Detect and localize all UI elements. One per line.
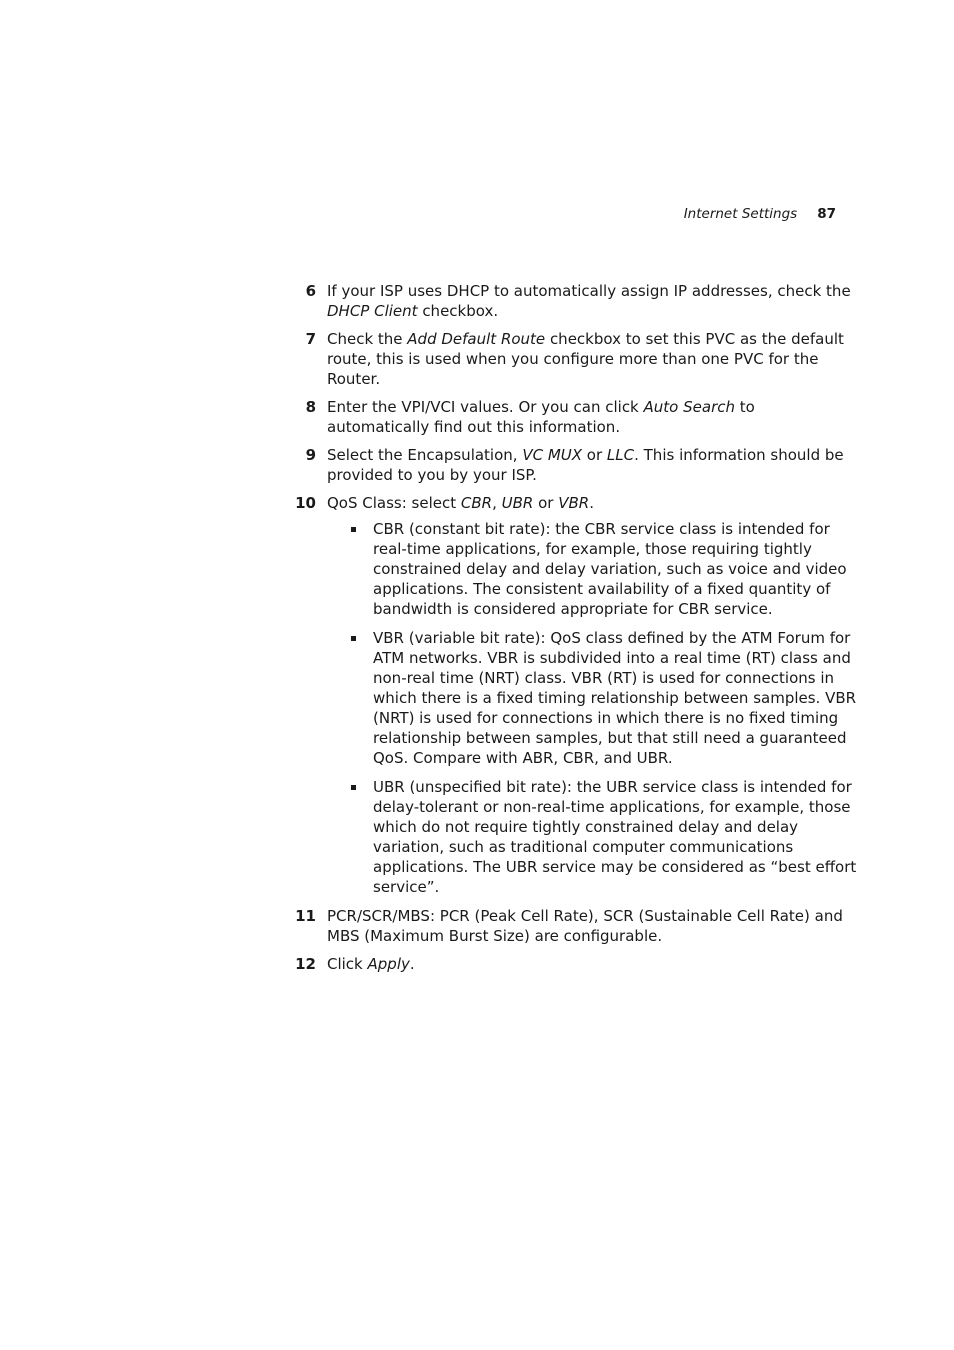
bullet-item-vbr [373, 628, 860, 768]
step-11 [290, 906, 860, 946]
step-7 [290, 329, 860, 389]
running-header [600, 205, 836, 223]
bullet-item-cbr [373, 519, 860, 619]
ui-term: VBR [558, 494, 590, 512]
ui-term: Apply [367, 955, 410, 973]
bullet-square-icon [351, 636, 356, 641]
step-number: 6 [305, 282, 316, 300]
step-9 [290, 445, 860, 485]
step-text: QoS Class: select CBR, UBR or VBR. [327, 494, 594, 512]
step-number: 9 [305, 446, 316, 464]
step-text: Click Apply. [327, 955, 415, 973]
step-text: If your ISP uses DHCP to automatically assign IP addresses, check the DHCP Client checkbox. [327, 282, 851, 320]
bullet-text: CBR (constant bit rate): the CBR service class is intended for real-time applications, for example, those requiring tightly constrained delay and delay variation, such as voice and video applications. The consistent availability of a fixed quantity of bandwidth is considered appropriate for CBR service. [373, 520, 847, 618]
ui-term: DHCP Client [327, 302, 418, 320]
step-text: PCR/SCR/MBS: PCR (Peak Cell Rate), SCR (Sustainable Cell Rate) and MBS (Maximum Burst Size) are configurable. [327, 907, 843, 945]
step-6 [290, 281, 860, 321]
step-number: 12 [295, 955, 316, 973]
step-text: Check the Add Default Route checkbox to set this PVC as the default route, this is used when you configure more than one PVC for the Router. [327, 330, 844, 388]
step-text: Select the Encapsulation, VC MUX or LLC. This information should be provided to you by your ISP. [327, 446, 844, 484]
bullet-text: VBR (variable bit rate): QoS class defined by the ATM Forum for ATM networks. VBR is subdivided into a real time (RT) class and non-real time (NRT) class. VBR (RT) is used for connections in which there is a fixed timing relationship between samples. VBR (NRT) is used for connections in which there is no fixed timing relationship between samples, but that still need a guaranteed QoS. Compare with ABR, CBR, and UBR. [373, 629, 857, 767]
step-8 [290, 397, 860, 437]
step-12 [290, 954, 860, 974]
ui-term: LLC [606, 446, 635, 464]
ui-term: UBR [501, 494, 534, 512]
step-10 [290, 493, 860, 897]
bullet-square-icon [351, 527, 356, 532]
bullet-square-icon [351, 785, 356, 790]
step-number: 7 [305, 330, 316, 348]
ui-term: Add Default Route [407, 330, 546, 348]
step-number: 8 [305, 398, 316, 416]
page-number: 87 [817, 206, 836, 222]
bullet-text: UBR (unspecified bit rate): the UBR service class is intended for delay-tolerant or non-real-time applications, for example, those which do not require tightly constrained delay and delay variation, such as traditional computer communications applications. The UBR service may be considered as “best effort service”. [373, 778, 857, 896]
step-number: 10 [295, 494, 316, 512]
ui-term: CBR [460, 494, 493, 512]
step-text: Enter the VPI/VCI values. Or you can click Auto Search to automatically find out this information. [327, 398, 755, 436]
bullet-item-ubr [373, 777, 860, 897]
ui-term: VC MUX [522, 446, 583, 464]
section-title: Internet Settings [683, 206, 798, 222]
ui-term: Auto Search [643, 398, 735, 416]
qos-class-bullets [373, 519, 860, 897]
instruction-list [290, 281, 860, 982]
step-number: 11 [295, 907, 316, 925]
